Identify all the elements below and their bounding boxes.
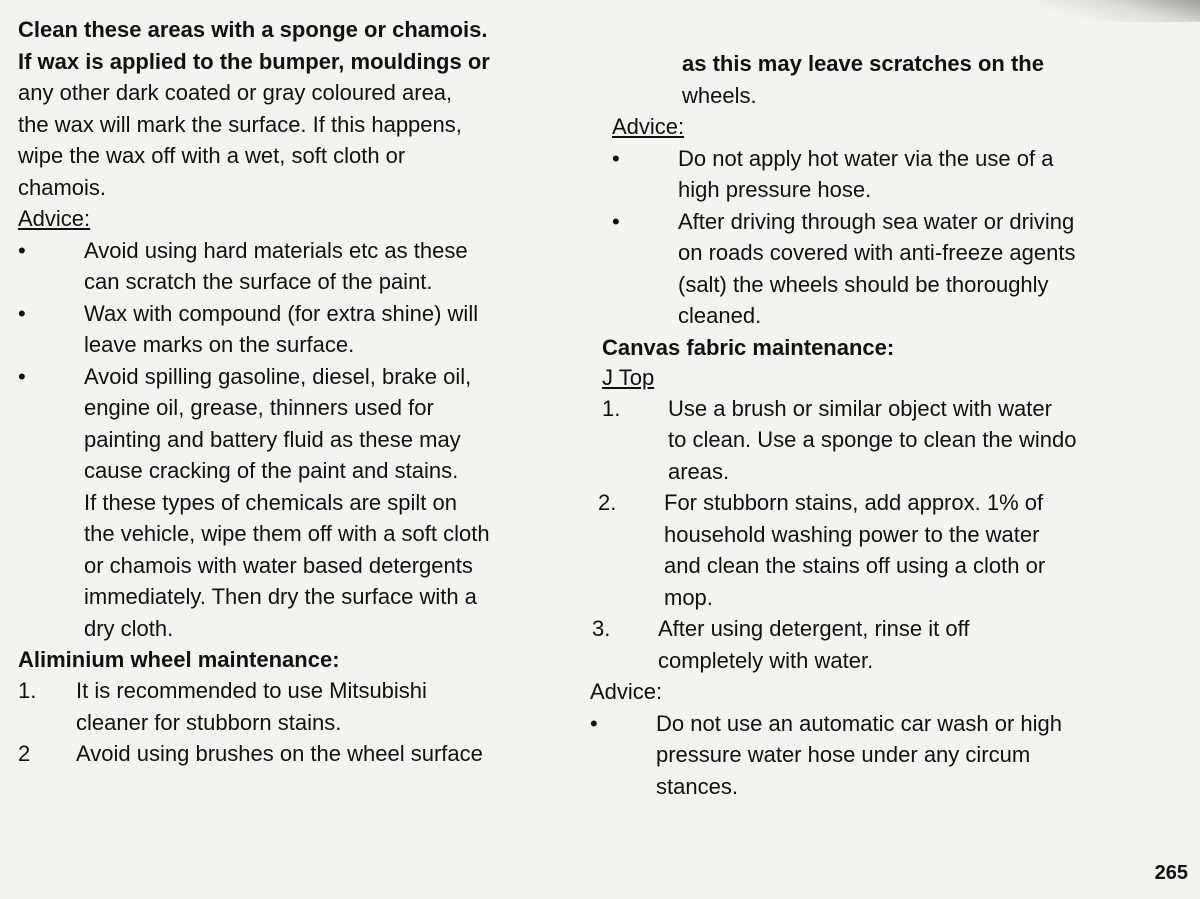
bullet-line: Do not use an automatic car wash or high — [656, 710, 1063, 736]
continued-line: wheels. — [682, 82, 757, 108]
step-line: to clean. Use a sponge to clean the windo — [668, 427, 1077, 452]
jtop-label: J Top — [602, 364, 655, 390]
advice-label: Advice: — [18, 206, 91, 231]
step-line: Use a brush or similar object with water — [668, 395, 1052, 421]
step-line: It is recommended to use Mitsubishi — [76, 678, 427, 703]
bullet-line: can scratch the surface of the paint. — [84, 269, 433, 294]
advice-bullet-item — [590, 206, 1150, 332]
bullet-mark: • — [612, 145, 620, 171]
canvas-step-item — [590, 487, 1150, 613]
left-column — [18, 14, 588, 770]
bullet-line: If these types of chemicals are spilt on — [84, 489, 457, 515]
bullet-line: engine oil, grease, thinners used for — [84, 395, 434, 420]
advice-label: Advice: — [590, 679, 663, 704]
bullet-mark: • — [18, 363, 26, 389]
wheel-step-item — [18, 738, 588, 770]
bullet-line: or chamois with water based detergents — [84, 552, 473, 578]
canvas-maintenance-heading: Canvas fabric maintenance: — [602, 334, 895, 360]
bullet-mark: • — [612, 208, 620, 234]
advice-bullet-item — [18, 298, 588, 361]
bullet-line: Wax with compound (for extra shine) will — [84, 300, 479, 326]
canvas-step-item — [590, 613, 1150, 676]
bullet-line: cleaned. — [678, 303, 762, 328]
bullet-mark: • — [18, 237, 26, 263]
step-line: completely with water. — [658, 647, 874, 673]
step-line: Avoid using brushes on the wheel surface — [76, 741, 483, 766]
step-line: cleaner for stubborn stains. — [76, 709, 342, 735]
bullet-line: (salt) the wheels should be thoroughly — [678, 271, 1049, 297]
scan-shadow — [1040, 0, 1200, 22]
step-line: areas. — [668, 458, 730, 484]
advice-bullet-item — [18, 361, 588, 645]
step-number: 1. — [18, 678, 37, 703]
step-line: After using detergent, rinse it off — [658, 616, 970, 641]
advice-bullet-item — [590, 708, 1150, 803]
bullet-line: cause cracking of the paint and stains. — [84, 458, 459, 483]
intro-line: wipe the wax off with a wet, soft cloth or — [18, 143, 406, 168]
bullet-line: Do not apply hot water via the use of a — [678, 145, 1054, 171]
intro-line: If wax is applied to the bumper, mouldings or — [18, 48, 490, 74]
bullet-mark: • — [18, 300, 26, 326]
bullet-line: stances. — [656, 773, 738, 799]
bullet-line: painting and battery fluid as these may — [84, 426, 461, 452]
continued-line: as this may leave scratches on the — [682, 51, 1044, 76]
intro-line: Clean these areas with a sponge or chamois. — [18, 17, 488, 42]
bullet-line: dry cloth. — [84, 615, 174, 641]
step-number: 2 — [18, 741, 31, 766]
advice-label: Advice: — [612, 114, 685, 139]
step-line: and clean the stains off using a cloth or — [664, 553, 1046, 578]
step-line: mop. — [664, 584, 713, 610]
intro-line: the wax will mark the surface. If this happens, — [18, 111, 462, 137]
wheel-maintenance-heading: Aliminium wheel maintenance: — [18, 647, 340, 672]
bullet-line: Avoid spilling gasoline, diesel, brake oil, — [84, 363, 472, 389]
bullet-line: After driving through sea water or driving — [678, 208, 1075, 234]
step-number: 3. — [592, 616, 611, 641]
step-line: household washing power to the water — [664, 521, 1040, 547]
bullet-line: leave marks on the surface. — [84, 332, 355, 357]
page-number: 265 — [1154, 862, 1188, 884]
bullet-line: immediately. Then dry the surface with a — [84, 584, 477, 609]
advice-bullet-item — [18, 235, 588, 298]
bullet-line: on roads covered with anti-freeze agents — [678, 240, 1076, 265]
intro-paragraph — [18, 14, 588, 203]
step-line: For stubborn stains, add approx. 1% of — [664, 490, 1044, 515]
step-number: 2. — [598, 490, 617, 515]
right-column — [590, 48, 1150, 802]
intro-line: any other dark coated or gray coloured area, — [18, 80, 453, 105]
canvas-step-item — [590, 393, 1150, 488]
bullet-line: high pressure hose. — [678, 177, 872, 202]
bullet-line: the vehicle, wipe them off with a soft cloth — [84, 521, 490, 546]
wheel-step-item — [18, 675, 588, 738]
advice-bullet-item — [590, 143, 1150, 206]
bullet-line: pressure water hose under any circum — [656, 742, 1031, 767]
continued-text — [590, 48, 1150, 111]
bullet-line: Avoid using hard materials etc as these — [84, 237, 468, 263]
step-number: 1. — [602, 395, 621, 421]
bullet-mark: • — [590, 710, 598, 736]
intro-line: chamois. — [18, 174, 107, 200]
